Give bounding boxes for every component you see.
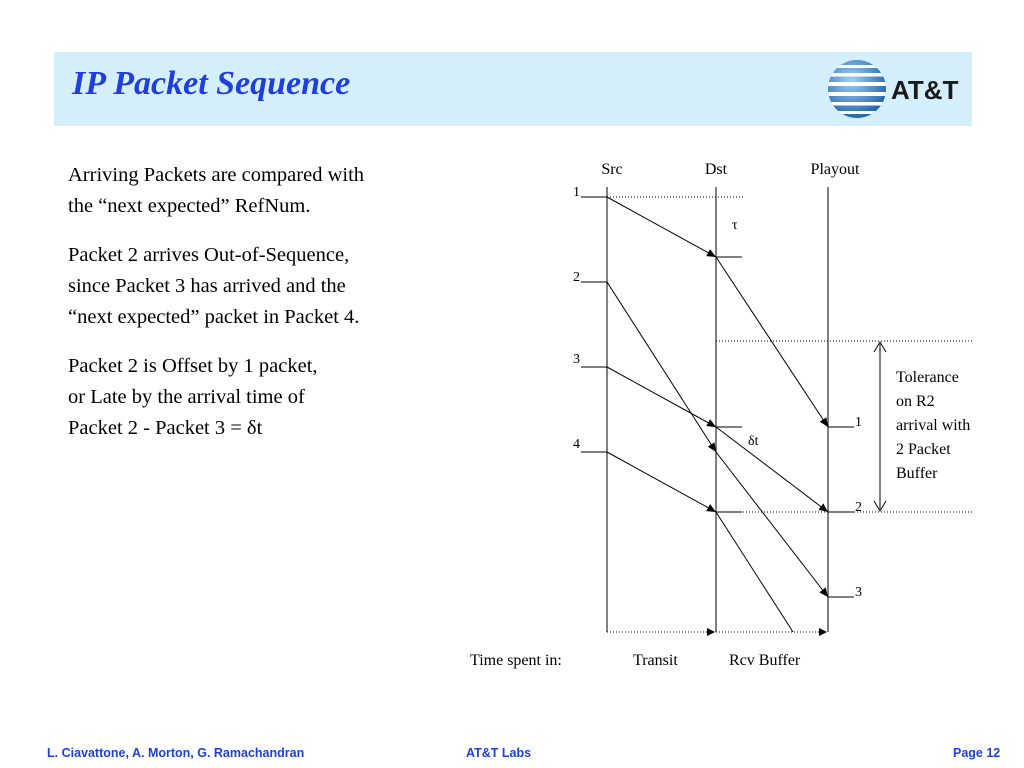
tolerance-note-line-2: on R2 <box>896 393 935 410</box>
p3-line-1: Packet 2 is Offset by 1 packet, <box>68 355 318 377</box>
delta-t-label: δt <box>748 434 759 449</box>
p3-line-2: or Late by the arrival time of <box>68 386 305 408</box>
slide-title: IP Packet Sequence <box>72 65 351 102</box>
src-packet-2: 2 <box>573 270 580 285</box>
playout-packet-2: 2 <box>855 500 862 515</box>
playout-packet-3: 3 <box>855 585 862 600</box>
footer-page-number: Page 12 <box>953 746 1001 760</box>
transit-arrow-2 <box>607 282 716 452</box>
tolerance-note-line-5: Buffer <box>896 465 938 482</box>
src-packet-1: 1 <box>573 185 580 200</box>
transit-span-arrowhead <box>707 628 715 636</box>
tolerance-note-line-1: Tolerance <box>896 369 959 386</box>
footer-authors: L. Ciavattone, A. Morton, G. Ramachandran <box>47 746 305 760</box>
tolerance-note-line-4: 2 Packet <box>896 441 951 458</box>
column-src-label: Src <box>601 161 623 178</box>
column-dst-label: Dst <box>704 161 728 178</box>
p1-line-2: the “next expected” RefNum. <box>68 195 311 217</box>
column-playout-label: Playout <box>810 161 860 178</box>
buffer-arrow-2 <box>716 427 828 512</box>
p2-line-1: Packet 2 arrives Out-of-Sequence, <box>68 244 350 266</box>
p3-line-3: Packet 2 - Packet 3 = δt <box>68 417 263 439</box>
buffer-line-4 <box>716 512 793 632</box>
transit-arrow-1 <box>607 197 716 257</box>
rcv-buffer-span-arrowhead <box>819 628 827 636</box>
transit-arrow-3 <box>607 367 716 427</box>
buffer-arrow-1 <box>716 257 828 427</box>
p2-line-3: “next expected” packet in Packet 4. <box>68 306 360 328</box>
tolerance-note-line-3: arrival with <box>896 417 971 434</box>
footer-org: AT&T Labs <box>466 746 532 760</box>
playout-packet-1: 1 <box>855 415 862 430</box>
att-logo-text: AT&T <box>891 75 959 105</box>
p2-line-2: since Packet 3 has arrived and the <box>68 275 346 297</box>
tau-label: τ <box>732 218 738 233</box>
src-packet-3: 3 <box>573 352 580 367</box>
transit-arrow-4 <box>607 452 716 512</box>
footer <box>0 746 1024 764</box>
buffer-arrow-3 <box>716 452 828 597</box>
p1-line-1: Arriving Packets are compared with <box>68 164 365 186</box>
transit-label: Transit <box>633 652 678 669</box>
src-packet-4: 4 <box>573 437 580 452</box>
time-spent-label: Time spent in: <box>470 652 562 669</box>
rcv-buffer-label: Rcv Buffer <box>729 652 801 669</box>
